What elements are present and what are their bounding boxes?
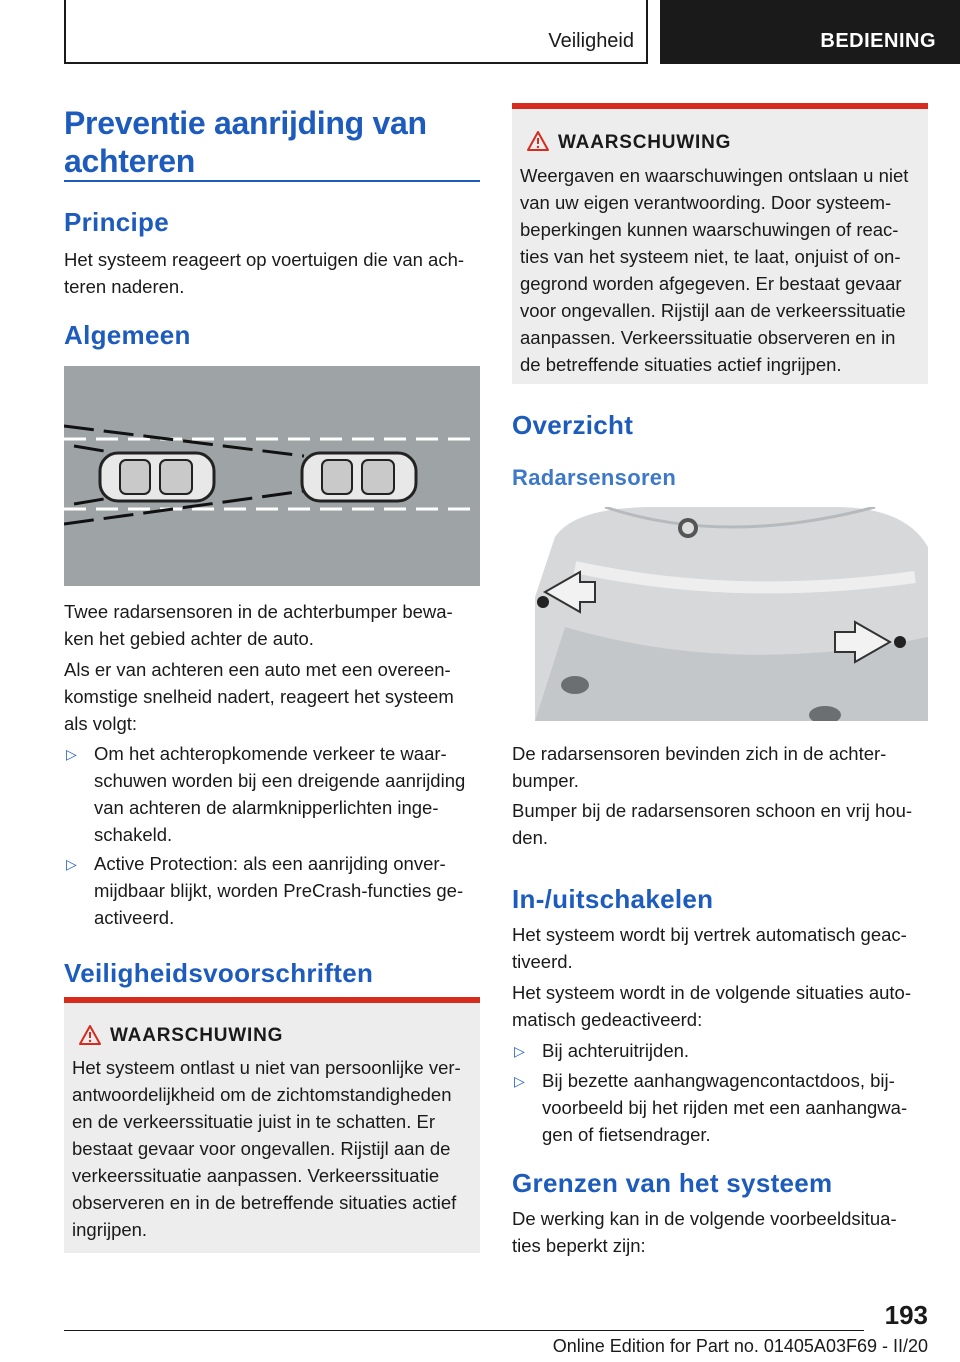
- road-illustration: [64, 366, 480, 586]
- bullet-triangle-icon: ▷: [514, 1043, 525, 1059]
- radar-p1-line-1: De radarsensoren bevinden zich in de achter-: [512, 743, 887, 764]
- warning-right-line-1: Weergaven en waarschuwingen ontslaan u niet: [520, 165, 909, 186]
- warning-left-line-7: ingrijpen.: [72, 1219, 148, 1240]
- left-bullet-1-line-3: van achteren de alarmknipperlichten inge-: [94, 797, 439, 818]
- rear-bumper-illustration: [535, 507, 928, 721]
- para2-line-1: Als er van achteren een auto met een overeen-: [64, 659, 451, 680]
- right-bullet-2-line-2: voorbeeld bij het rijden met een aanhangwa-: [542, 1097, 908, 1118]
- inuit-p1-line-1: Het systeem wordt bij vertrek automatisch geac-: [512, 924, 907, 945]
- page-title-line-1: Preventie aanrijding van: [64, 105, 427, 141]
- left-bullet-2-line-1: Active Protection: als een aanrijding onver-: [94, 853, 446, 874]
- grenzen-heading: Grenzen van het systeem: [512, 1168, 833, 1198]
- warning-triangle-icon: [526, 130, 550, 152]
- inuit-p1-line-2: tiveerd.: [512, 951, 573, 972]
- left-bullet-1-line-2: schuwen worden bij een dreigende aanrijding: [94, 770, 466, 791]
- warning-right-line-5: gegrond worden afgegeven. Er bestaat gevaar: [520, 273, 902, 294]
- warning-left-line-4: bestaat gevaar voor ongevallen. Rijstijl aan de: [72, 1138, 451, 1159]
- footer-edition: Online Edition for Part no. 01405A03F69 - II/20: [552, 1336, 928, 1356]
- header-section-label: Veiligheid: [548, 30, 634, 52]
- warning-title-left: WAARSCHUWING: [110, 1025, 284, 1046]
- principe-text-line-2: teren naderen.: [64, 276, 185, 297]
- right-bullet-1-line-1: Bij achteruitrijden.: [542, 1040, 690, 1061]
- principe-heading: Principe: [64, 207, 169, 237]
- radar-p2-line-1: Bumper bij de radarsensoren schoon en vrij hou-: [512, 800, 913, 821]
- car-rear-icon: [100, 453, 214, 501]
- warning-title-right: WAARSCHUWING: [558, 132, 732, 153]
- warning-left-line-3: en de verkeerssituatie juist in te schatten. Er: [72, 1111, 435, 1132]
- warning-right-line-4: ties van het systeem niet, te laat, onjuist of on-: [520, 246, 901, 267]
- sensor-right-icon: [894, 636, 906, 648]
- warning-left-line-2: antwoordelijkheid om de zichtomstandigheden: [72, 1084, 452, 1105]
- radarsensoren-heading: Radarsensoren: [512, 465, 677, 490]
- title-rule: [64, 180, 480, 182]
- left-bullet-2-line-3: activeerd.: [94, 907, 175, 928]
- footer-rule: [64, 1330, 864, 1331]
- grenzen-p-line-2: ties beperkt zijn:: [512, 1235, 646, 1256]
- overzicht-heading: Overzicht: [512, 410, 634, 440]
- warning-left-line-5: verkeerssituatie aanpassen. Verkeerssituatie: [72, 1165, 440, 1186]
- left-bullet-2-line-2: mijdbaar blijkt, worden PreCrash-functies ge-: [94, 880, 464, 901]
- warning-left-line-6: observeren en in de betreffende situaties actief: [72, 1192, 457, 1213]
- principe-text-line-1: Het systeem reageert op voertuigen die van ach-: [64, 249, 465, 270]
- radar-p1-line-2: bumper.: [512, 770, 579, 791]
- inuit-heading: In-/uitschakelen: [512, 884, 714, 914]
- warning-left-line-1: Het systeem ontlast u niet van persoonlijke ver-: [72, 1057, 461, 1078]
- bullet-triangle-icon: ▷: [66, 856, 77, 872]
- page-number: 193: [884, 1300, 928, 1330]
- para2-line-2: komstige snelheid nadert, reageert het systeem: [64, 686, 454, 707]
- safety-heading: Veiligheidsvoorschriften: [64, 958, 374, 988]
- car-front-icon: [302, 453, 416, 501]
- para1-line-1: Twee radarsensoren in de achterbumper bewa-: [64, 601, 453, 622]
- grenzen-p-line-1: De werking kan in de volgende voorbeeldsitua-: [512, 1208, 897, 1229]
- right-bullet-2-line-3: gen of fietsendrager.: [542, 1124, 711, 1145]
- warning-right-line-2: van uw eigen verantwoording. Door systeem-: [520, 192, 892, 213]
- left-bullet-1-line-1: Om het achteropkomende verkeer te waar-: [94, 743, 447, 764]
- bullet-triangle-icon: ▷: [66, 746, 77, 762]
- inuit-p2-line-1: Het systeem wordt in de volgende situaties auto-: [512, 982, 911, 1003]
- algemeen-heading: Algemeen: [64, 320, 191, 350]
- warning-right-line-3: beperkingen kunnen waarschuwingen of reac-: [520, 219, 899, 240]
- radar-p2-line-2: den.: [512, 827, 549, 848]
- right-bullet-2-line-1: Bij bezette aanhangwagencontactdoos, bij-: [542, 1070, 895, 1091]
- inuit-p2-line-2: matisch gedeactiveerd:: [512, 1009, 703, 1030]
- warning-right-line-7: aanpassen. Verkeerssituatie observeren en in: [520, 327, 896, 348]
- left-bullet-1-line-4: schakeld.: [94, 824, 173, 845]
- warning-right-line-6: voor ongevallen. Rijstijl aan de verkeerssituatie: [520, 300, 906, 321]
- warning-triangle-icon: [78, 1024, 102, 1046]
- warning-right-line-8: de betreffende situaties actief ingrijpen.: [520, 354, 842, 375]
- para1-line-2: ken het gebied achter de auto.: [64, 628, 314, 649]
- bullet-triangle-icon: ▷: [514, 1073, 525, 1089]
- sensor-left-icon: [537, 596, 549, 608]
- para2-line-3: als volgt:: [64, 713, 138, 734]
- page-title-line-2: achteren: [64, 143, 195, 179]
- header-chapter-label: BEDIENING: [820, 30, 936, 52]
